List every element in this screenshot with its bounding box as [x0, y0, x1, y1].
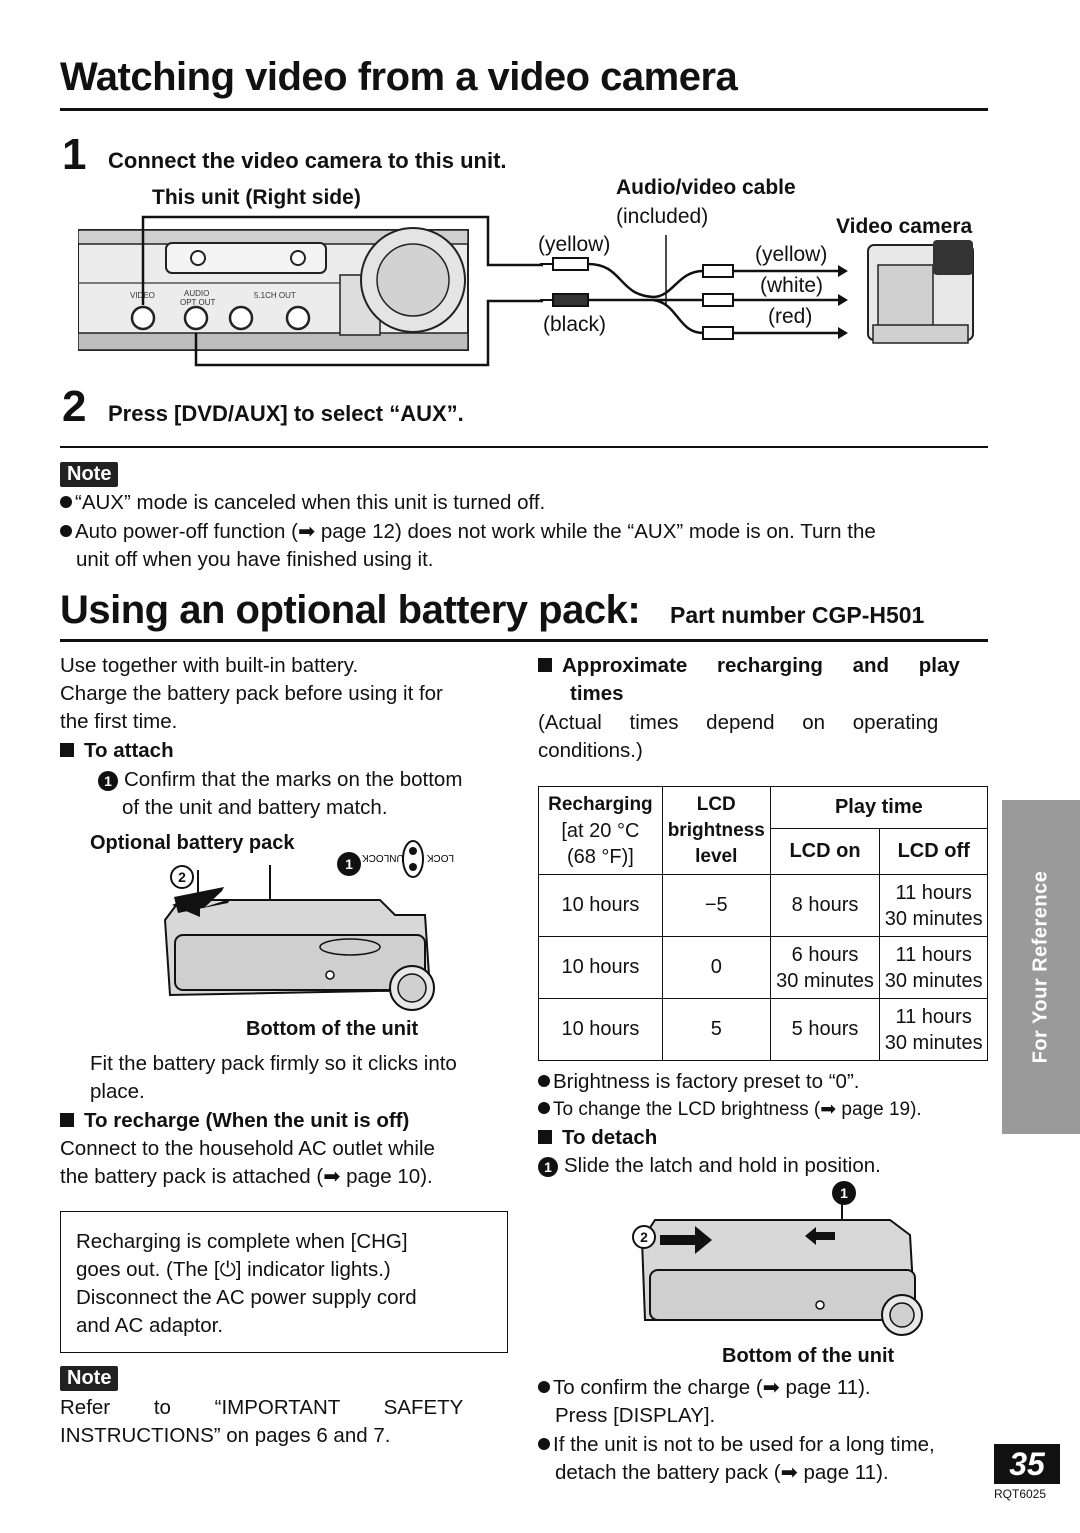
cable-label: Audio/video cable: [616, 176, 796, 199]
bullet-icon: [538, 1102, 550, 1114]
square-bullet-icon: [538, 1130, 552, 1144]
note-tag: Note: [60, 1366, 118, 1391]
square-bullet-icon: [60, 1113, 74, 1127]
lock-label: LOCK: [426, 852, 454, 863]
table-row: 10 hours 0 6 hours 30 minutes 11 hours 30 minutes: [539, 937, 988, 999]
step-number: 2: [62, 382, 87, 431]
attach-heading: To attach: [60, 737, 174, 765]
square-bullet-icon: [60, 743, 74, 757]
note-tag: Note: [60, 462, 118, 487]
connection-diagram: [78, 205, 990, 380]
attach-bottom-label: Bottom of the unit: [246, 1018, 419, 1040]
header-recharging: Recharging [at 20 °C (68 °F)]: [539, 787, 663, 875]
approx-heading: Approximate recharging and play times: [538, 652, 988, 708]
jack-audio-label: AUDIO: [184, 289, 210, 298]
detach-note: If the unit is not to be used for a long time, detach the battery pack (➡ page 11).: [538, 1431, 998, 1487]
step1-text: Connect the video camera to this unit.: [108, 148, 507, 173]
note-item-continued: unit off when you have finished using it.: [76, 548, 434, 571]
callout-1: 1: [832, 1181, 856, 1205]
callout-1: 1: [337, 852, 361, 876]
page-number: 35: [994, 1444, 1060, 1484]
step-circle-icon: 1: [538, 1157, 558, 1177]
recharge-heading: To recharge (When the unit is off): [60, 1107, 409, 1135]
battery-detach-illustration: [620, 1180, 940, 1340]
detach-heading: To detach: [538, 1124, 657, 1152]
optional-pack-label: Optional battery pack: [90, 832, 295, 854]
box-line: and AC adaptor.: [76, 1314, 224, 1337]
part-number: Part number CGP-H501: [670, 602, 925, 628]
jack-51ch-label: 5.1CH OUT: [254, 291, 296, 300]
this-unit-label: This unit (Right side): [152, 186, 361, 209]
callout-2: 2: [170, 865, 194, 889]
title-rule: [60, 639, 988, 642]
section-title-battery-pack: Using an optional battery pack:: [60, 588, 641, 632]
brightness-note: To change the LCD brightness (➡ page 19).: [538, 1098, 998, 1121]
jack-opt-out-label: OPT OUT: [180, 298, 216, 307]
step-number: 1: [62, 130, 87, 179]
recharge-text: Connect to the household AC outlet while the battery pack is attached (➡ page 10).: [60, 1137, 435, 1188]
table-row: 10 hours −5 8 hours 11 hours 30 minutes: [539, 875, 988, 937]
step2-text: Press [DVD/AUX] to select “AUX”.: [108, 401, 464, 426]
unit-side-illustration: [78, 228, 468, 350]
document-code: RQT6025: [994, 1487, 1047, 1501]
section-divider: [60, 446, 988, 448]
note-item: Auto power-off function (➡ page 12) does not work while the “AUX” mode is on. Turn the: [60, 518, 995, 546]
recharge-play-time-table: [538, 786, 988, 1061]
bullet-icon: [60, 525, 72, 537]
box-line: Disconnect the AC power supply cord: [76, 1286, 417, 1309]
cable-included-label: (included): [616, 205, 709, 228]
side-tab-for-your-reference: For Your Reference: [1002, 800, 1080, 1134]
bullet-icon: [60, 496, 72, 508]
video-camera-label: Video camera: [836, 215, 973, 238]
bullet-icon: [538, 1438, 550, 1450]
box-line: Recharging is complete when [CHG]: [76, 1230, 408, 1253]
callout-2: 2: [632, 1225, 656, 1249]
unlock-label: UNLOCK: [362, 852, 404, 863]
jack-video-label: VIDEO: [130, 291, 155, 300]
detach-note: To confirm the charge (➡ page 11). Press [DISPLAY].: [538, 1374, 988, 1430]
header-lcd-brightness: LCD brightness level: [662, 787, 770, 875]
attach-step1: 1 Confirm that the marks on the bottom of the unit and battery match.: [98, 766, 518, 822]
fit-text: Fit the battery pack firmly so it clicks into place.: [90, 1052, 457, 1103]
step-circle-icon: 1: [98, 771, 118, 791]
header-play-time: Play time: [770, 787, 987, 829]
section-title-video-camera: Watching video from a video camera: [60, 55, 738, 99]
note-item: “AUX” mode is canceled when this unit is turned off.: [60, 489, 988, 517]
table-row: 10 hours 5 5 hours 11 hours 30 minutes: [539, 999, 988, 1061]
square-bullet-icon: [538, 658, 552, 672]
brightness-note: Brightness is factory preset to “0”.: [538, 1068, 988, 1096]
detach-step1: 1 Slide the latch and hold in position.: [538, 1152, 988, 1180]
battery-attach-illustration: [150, 825, 500, 1015]
plug-black-label: (black): [543, 313, 607, 336]
bullet-icon: [538, 1075, 550, 1087]
header-lcd-on: LCD on: [770, 829, 880, 875]
recharge-info-box: [60, 1211, 508, 1353]
video-camera-illustration: [868, 240, 973, 343]
bullet-icon: [538, 1381, 550, 1393]
approx-subtext: (Actual times depend on operating conditions.): [538, 711, 939, 762]
plug-yellow-left-label: (yellow): [538, 233, 611, 256]
detach-bottom-label: Bottom of the unit: [722, 1345, 895, 1367]
plug-white-label: (white): [760, 274, 824, 297]
plug-red-label: (red): [768, 305, 813, 328]
plug-yellow-right-label: (yellow): [755, 243, 828, 266]
title-rule: [60, 108, 988, 111]
intro-text: Use together with built-in battery. Charge the battery pack before using it for the first time.: [60, 654, 443, 733]
header-lcd-off: LCD off: [880, 829, 988, 875]
box-line: goes out. (The [⏻] indicator lights.): [76, 1258, 391, 1281]
safety-note: Refer to “IMPORTANT SAFETY INSTRUCTIONS” on pages 6 and 7.: [60, 1396, 464, 1447]
